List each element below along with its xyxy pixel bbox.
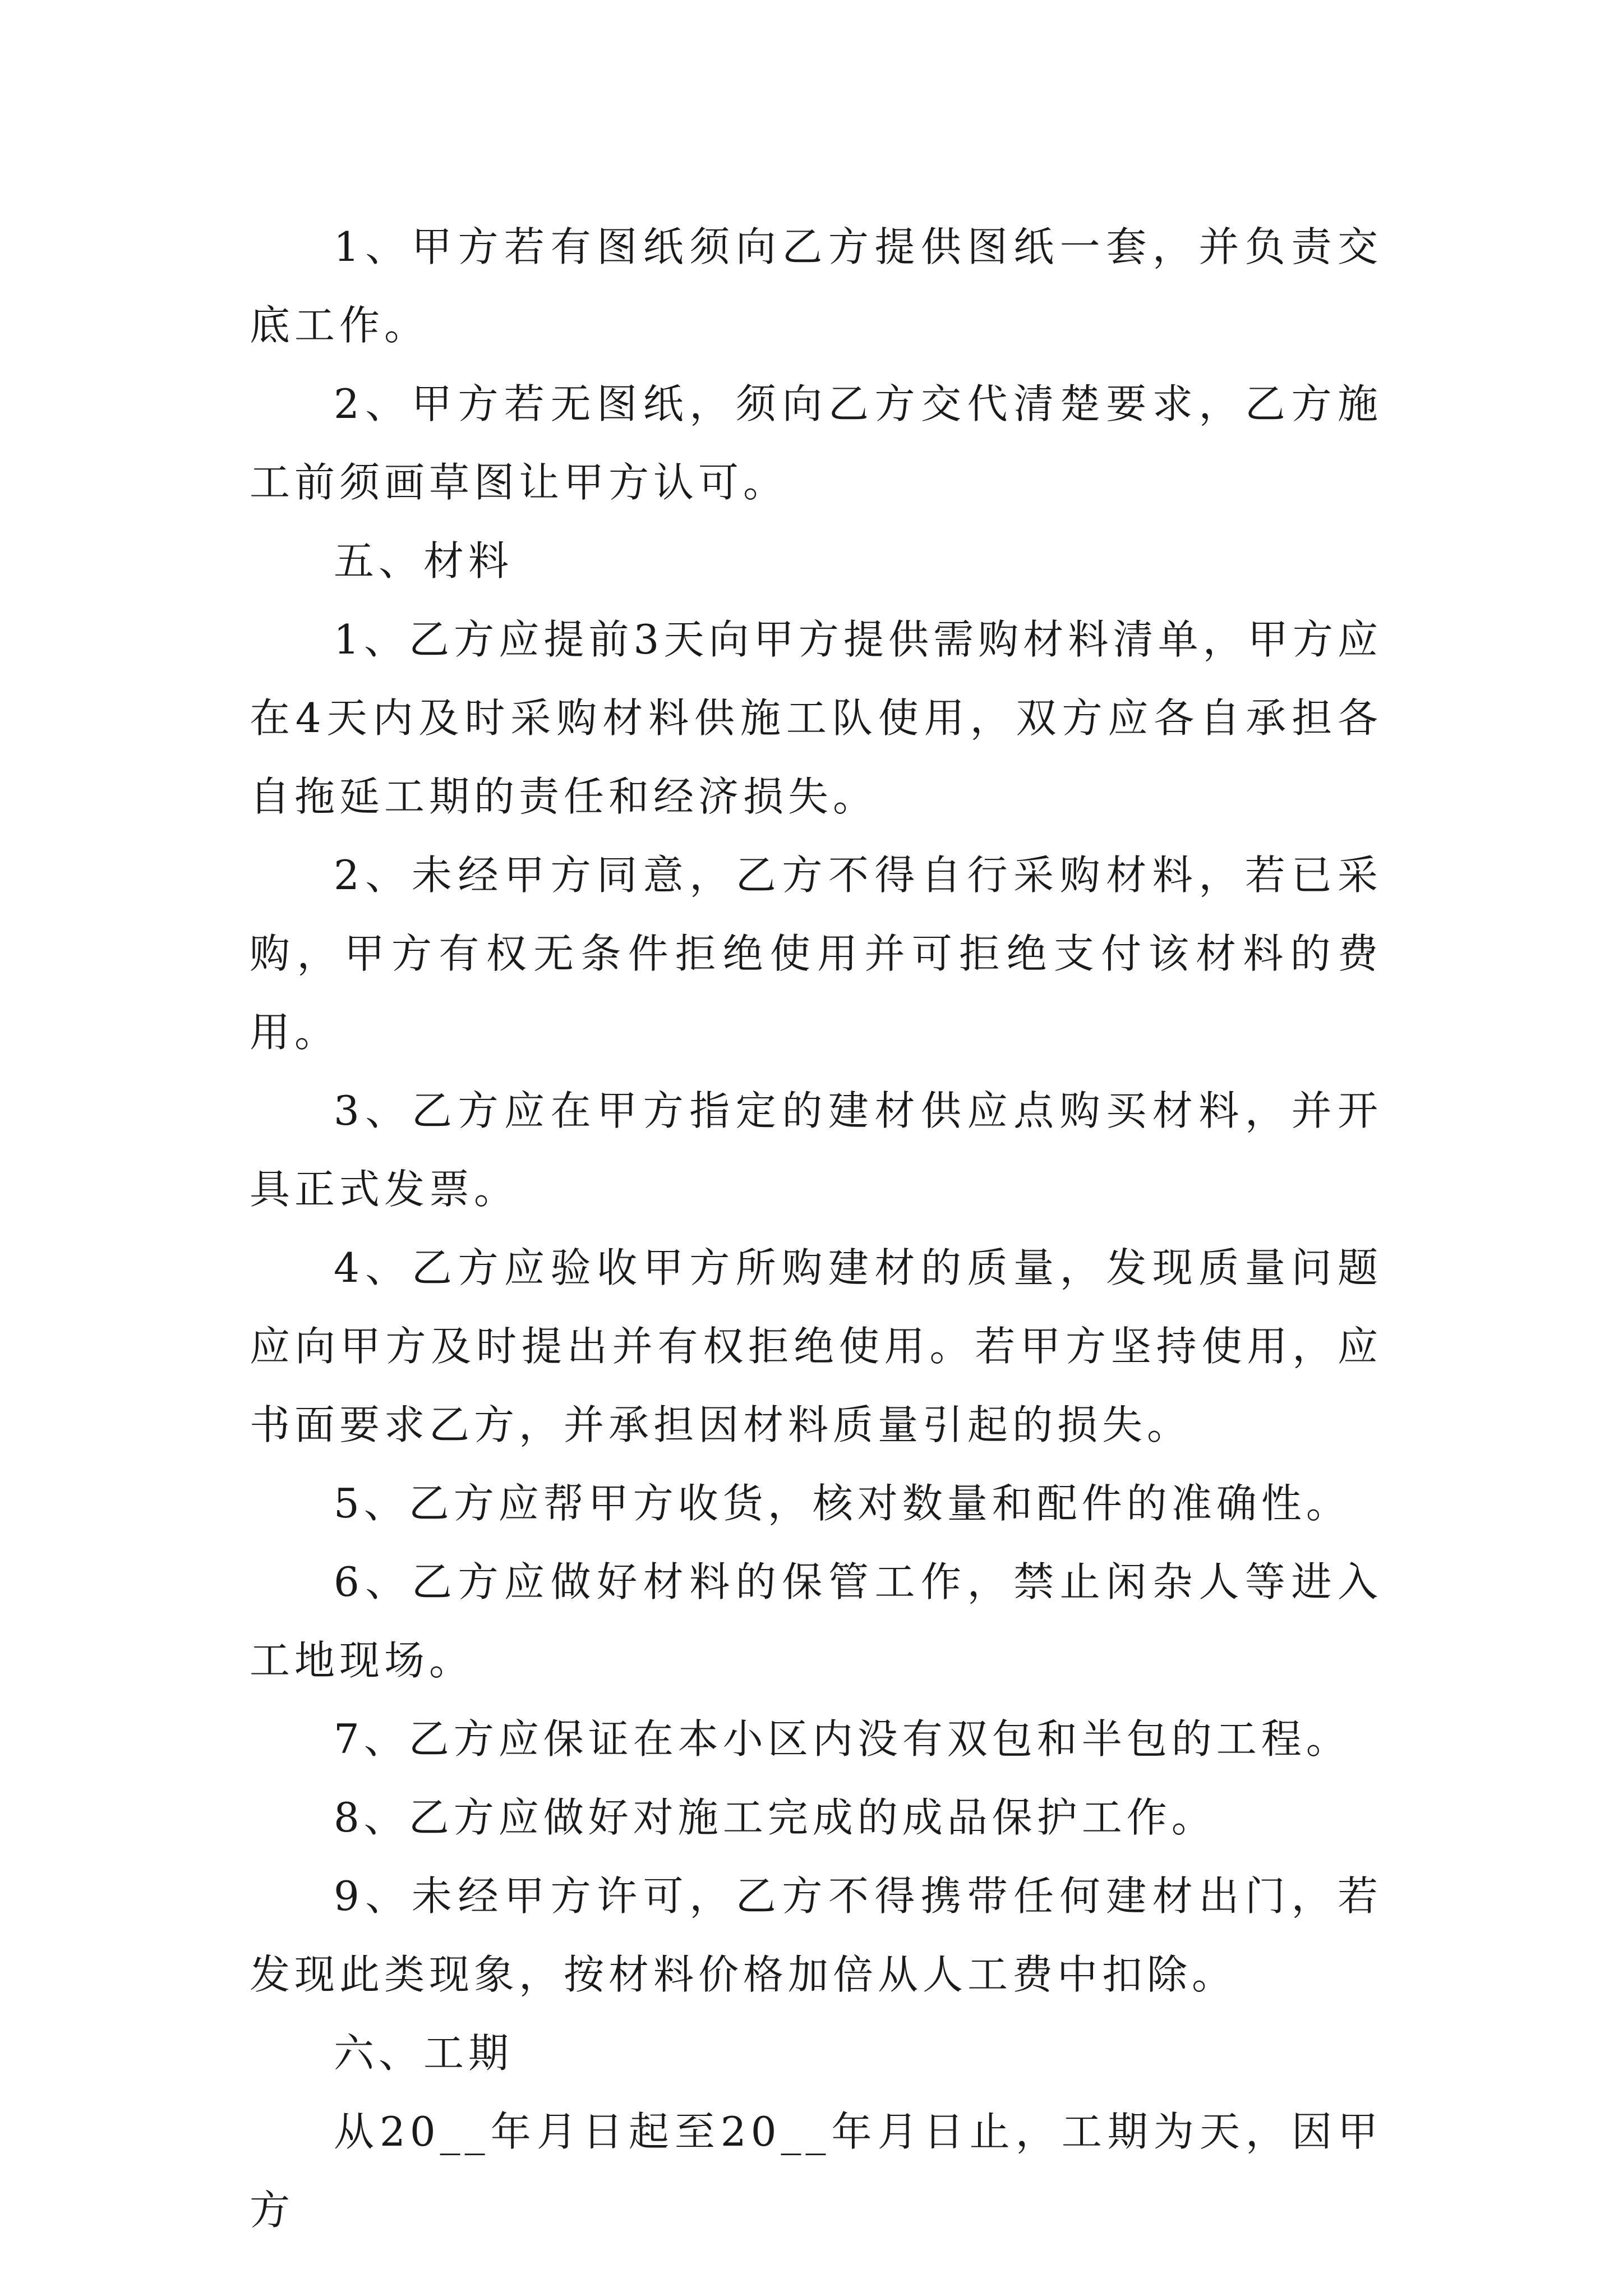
paragraph-no-subcontract: 7、乙方应保证在本小区内没有双包和半包的工程。	[334, 1715, 1351, 1763]
paragraph-no-self-purchase: 2、未经甲方同意，乙方不得自行采购材料，若已采购，甲方有权无条件拒绝使用并可拒绝支付该材料的费用。	[250, 852, 1382, 1056]
paragraph-designated-supplier: 3、乙方应在甲方指定的建材供应点购买材料，并开具正式发票。	[250, 1087, 1382, 1213]
paragraph-material-list: 1、乙方应提前3天向甲方提供需购材料清单，甲方应在4天内及时采购材料供施工队使用，双方应各自承担各自拖延工期的责任和经济损失。	[250, 616, 1382, 820]
paragraph-finished-protection: 8、乙方应做好对施工完成的成品保护工作。	[334, 1794, 1216, 1841]
paragraph-drawings-provided: 1、甲方若有图纸须向乙方提供图纸一套，并负责交底工作。	[250, 223, 1382, 349]
paragraph-receive-goods: 5、乙方应帮甲方收货，核对数量和配件的准确性。	[334, 1480, 1351, 1527]
paragraph-schedule-period: 从20__年月日起至20__年月日止，工期为天，因甲方	[250, 2108, 1382, 2234]
paragraph-no-removal: 9、未经甲方许可，乙方不得携带任何建材出门，若发现此类现象，按材料价格加倍从人工费中扣除。	[250, 1872, 1382, 1998]
document-body	[250, 208, 1382, 2249]
paragraph-material-storage: 6、乙方应做好材料的保管工作，禁止闲杂人等进入工地现场。	[250, 1558, 1382, 1684]
paragraph-no-drawings: 2、甲方若无图纸，须向乙方交代清楚要求，乙方施工前须画草图让甲方认可。	[250, 380, 1382, 506]
section-heading-schedule: 六、工期	[334, 2030, 514, 2077]
section-heading-materials: 五、材料	[334, 537, 514, 585]
paragraph-quality-inspection: 4、乙方应验收甲方所购建材的质量，发现质量问题应向甲方及时提出并有权拒绝使用。若甲方坚持使用，应书面要求乙方，并承担因材料质量引起的损失。	[250, 1244, 1382, 1448]
